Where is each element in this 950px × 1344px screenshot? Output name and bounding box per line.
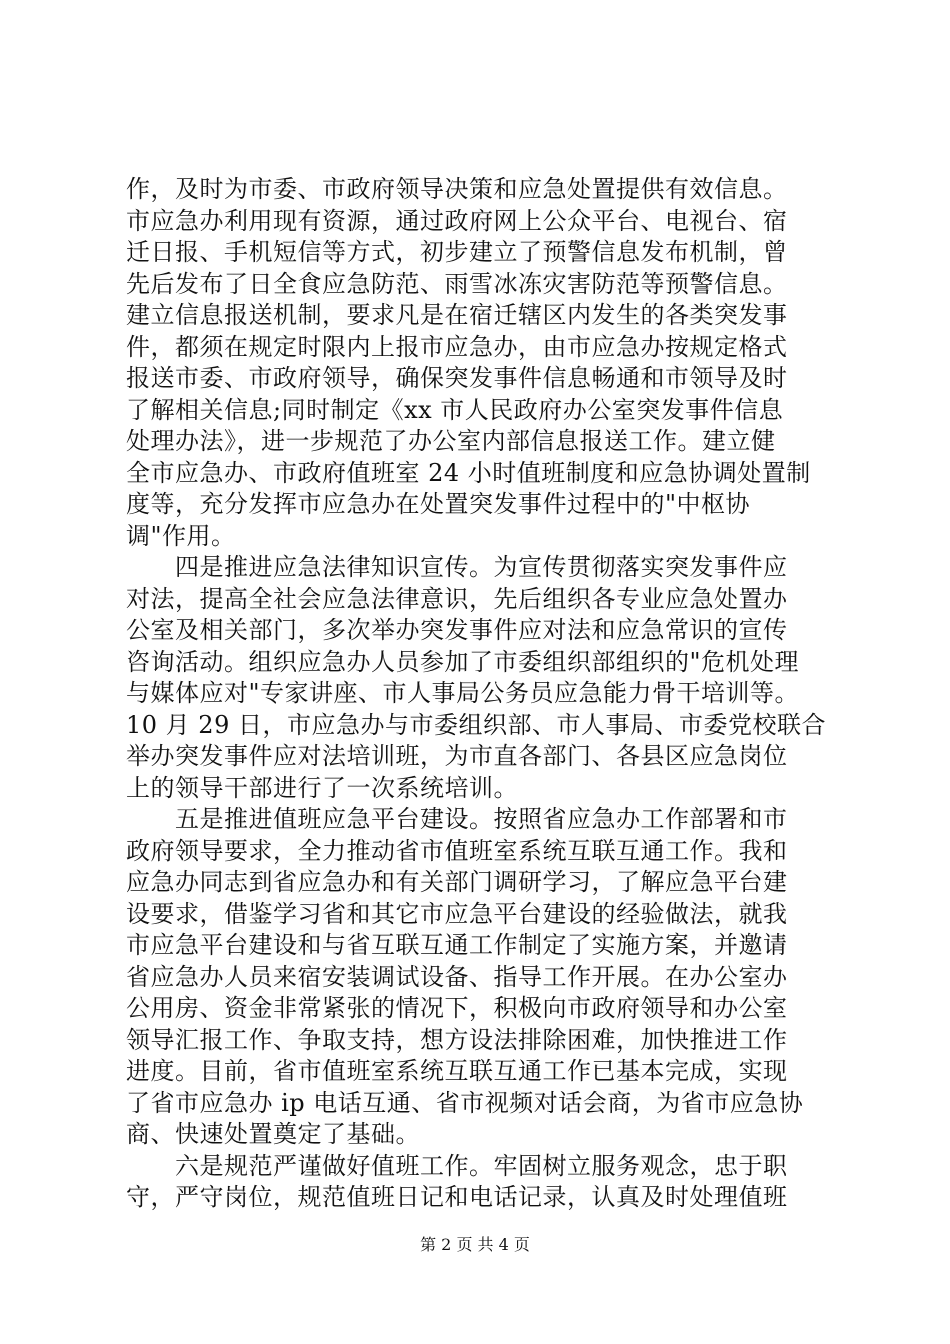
text-line: 举办突发事件应对法培训班，为市直各部门、各县区应急岗位 bbox=[126, 742, 788, 770]
text-line: 对法，提高全社会应急法律意识，先后组织各专业应急处置办 bbox=[126, 584, 788, 613]
text-line: 省应急办人员来宿安装调试设备、指导工作开展。在办公室办 bbox=[126, 962, 788, 991]
page-number: 第 2 页 共 4 页 bbox=[420, 1235, 530, 1254]
text-line: 领导汇报工作、争取支持，想方设法排除困难，加快推进工作 bbox=[126, 1025, 788, 1054]
paragraph-start-line: 五是推进值班应急平台建设。按照省应急办工作部署和市 bbox=[126, 805, 788, 833]
paragraph-start-line: 六是规范严谨做好值班工作。牢固树立服务观念，忠于职 bbox=[126, 1151, 788, 1180]
text-line: 了省市应急办 ip 电话互通、省市视频对话会商，为省市应急协 bbox=[126, 1088, 804, 1117]
text-line: 公室及相关部门，多次举办突发事件应对法和应急常识的宣传 bbox=[126, 616, 788, 644]
text-line: 了解相关信息;同时制定《xx 市人民政府办公室突发事件信息 bbox=[126, 395, 784, 424]
text-line: 上的领导干部进行了一次系统培训。 bbox=[126, 773, 518, 802]
text-line: 处理办法》，进一步规范了办公室内部信息报送工作。建立健 bbox=[126, 427, 776, 455]
text-line: 守，严守岗位，规范值班日记和电话记录，认真及时处理值班 bbox=[126, 1183, 788, 1211]
text-line: 10 月 29 日，市应急办与市委组织部、市人事局、市委党校联合 bbox=[126, 710, 826, 739]
text-line: 市应急平台建设和与省互联互通工作制定了实施方案，并邀请 bbox=[126, 931, 788, 959]
text-line: 迁日报、手机短信等方式，初步建立了预警信息发布机制，曾 bbox=[126, 238, 788, 266]
text-line: 进度。目前，省市值班室系统互联互通工作已基本完成，实现 bbox=[126, 1057, 788, 1085]
text-line: 公用房、资金非常紧张的情况下，积极向市政府领导和办公室 bbox=[126, 994, 788, 1022]
text-line: 设要求，借鉴学习省和其它市应急平台建设的经验做法，就我 bbox=[126, 899, 788, 928]
document-body bbox=[126, 174, 856, 1214]
text-line: 应急办同志到省应急办和有关部门调研学习，了解应急平台建 bbox=[126, 868, 788, 896]
text-line: 全市应急办、市政府值班室 24 小时值班制度和应急协调处置制 bbox=[126, 458, 811, 487]
text-line: 市应急办利用现有资源，通过政府网上公众平台、电视台、宿 bbox=[126, 206, 788, 235]
text-line: 政府领导要求，全力推动省市值班室系统互联互通工作。我和 bbox=[126, 836, 788, 865]
text-line: 调"作用。 bbox=[126, 521, 236, 550]
text-line: 先后发布了日全食应急防范、雨雪冰冻灾害防范等预警信息。 bbox=[126, 269, 788, 298]
text-line: 度等，充分发挥市应急办在处置突发事件过程中的"中枢协 bbox=[126, 490, 751, 518]
text-line: 建立信息报送机制，要求凡是在宿迁辖区内发生的各类突发事 bbox=[126, 301, 788, 329]
text-line: 与媒体应对"专家讲座、市人事局公务员应急能力骨干培训等。 bbox=[126, 679, 800, 707]
text-line: 商、快速处置奠定了基础。 bbox=[126, 1120, 420, 1148]
text-line: 咨询活动。组织应急办人员参加了市委组织部组织的"危机处理 bbox=[126, 647, 800, 676]
text-line: 件，都须在规定时限内上报市应急办，由市应急办按规定格式 bbox=[126, 332, 788, 361]
paragraph-start-line: 四是推进应急法律知识宣传。为宣传贯彻落实突发事件应 bbox=[126, 553, 788, 581]
text-line: 作，及时为市委、市政府领导决策和应急处置提供有效信息。 bbox=[126, 175, 788, 203]
page-footer bbox=[0, 1235, 950, 1255]
text-line: 报送市委、市政府领导，确保突发事件信息畅通和市领导及时 bbox=[126, 364, 788, 392]
